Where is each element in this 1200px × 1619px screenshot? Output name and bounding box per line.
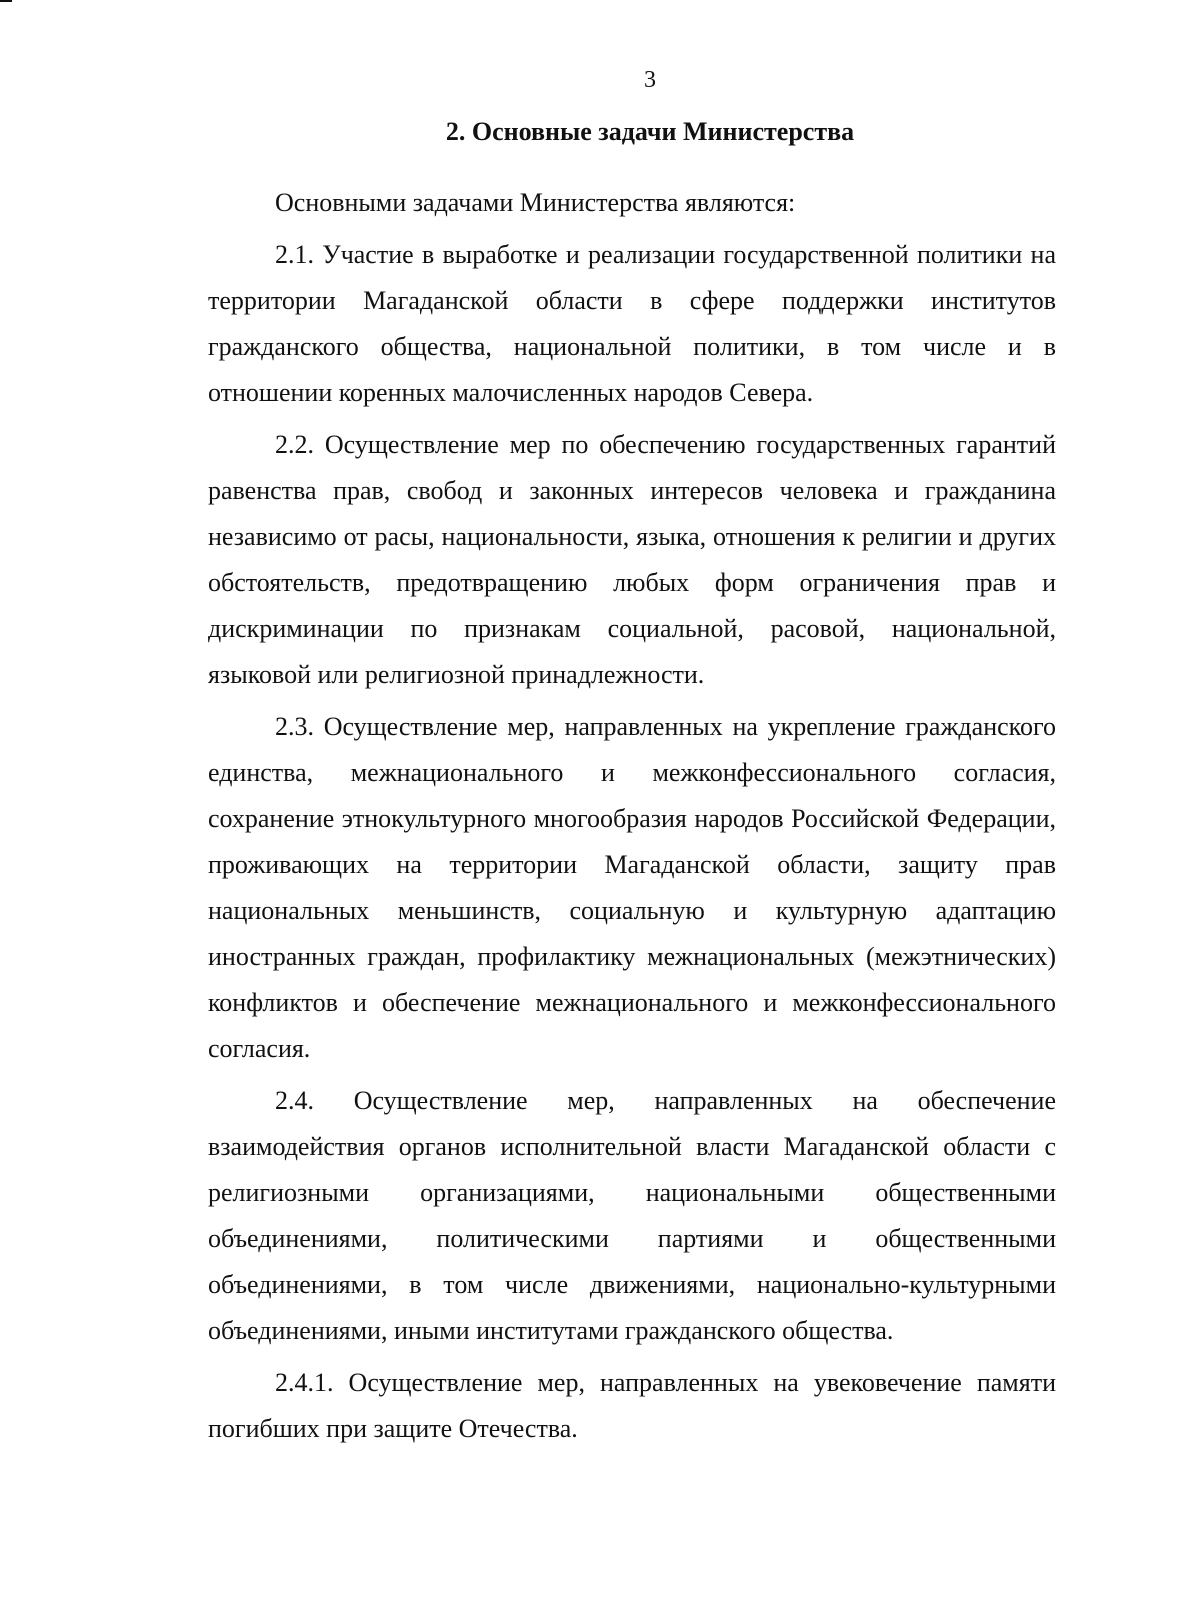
intro-paragraph: Основными задачами Министерства являются: bbox=[275, 188, 796, 217]
paragraph-2-4-1: 2.4.1. Осуществление мер, направленных на увековечение памяти погибших при защите Отечества. bbox=[208, 1368, 1056, 1443]
paragraph-2-1: 2.1. Участие в выработке и реализации государственной политики на территории Магаданской области в сфере поддержки институтов гражданского общества, национальной политики, в том числе и в отношении коренных малочисленных народов Севера. bbox=[208, 240, 1056, 407]
paragraph-2-3: 2.3. Осуществление мер, направленных на укрепление гражданского единства, межнационального и межконфессионального согласия, сохранение этнокультурного многообразия народов Российской Федерации, проживающих на территории Магаданской области, защиту прав национальных меньшинств, социальную и культурную адаптацию иностранных граждан, профилактику межнациональных (межэтнических) конфликтов и обеспечение межнационального и межконфессионального согласия. bbox=[208, 712, 1056, 1063]
paragraph-2-2: 2.2. Осуществление мер по обеспечению государственных гарантий равенства прав, свобод и законных интересов человека и гражданина независимо от расы, национальности, языка, отношения к религии и других обстоятельств, предотвращению любых форм ограничения прав и дискриминации по признакам социальной, расовой, национальной, языковой или религиозной принадлежности. bbox=[208, 430, 1056, 689]
paragraph-2-4: 2.4. Осуществление мер, направленных на обеспечение взаимодействия органов исполнительной власти Магаданской области с религиозными организациями, национальными общественными объединениями, политическими партиями и общественными объединениями, в том числе движениями, национально-культурными объединениями, иными институтами гражданского общества. bbox=[208, 1086, 1056, 1345]
scan-corner-mark bbox=[0, 0, 12, 2]
page-number: 3 bbox=[644, 67, 656, 93]
section-title: 2. Основные задачи Министерства bbox=[445, 117, 855, 146]
document-page bbox=[208, 60, 1056, 1452]
